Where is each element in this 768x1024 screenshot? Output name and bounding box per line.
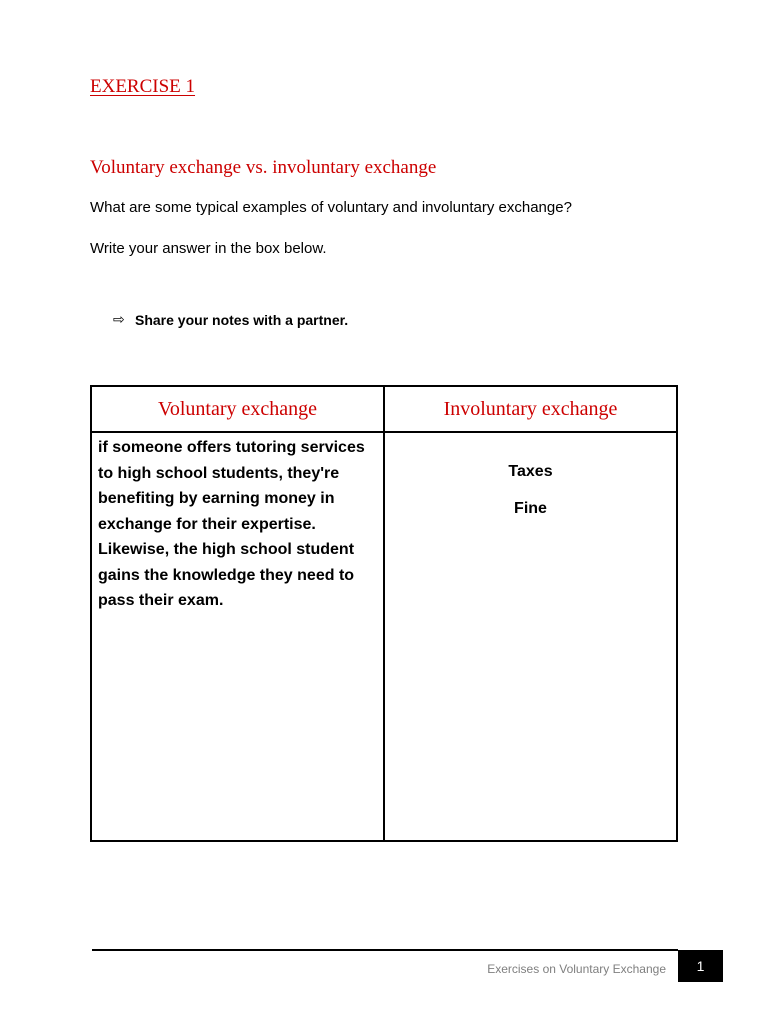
involuntary-item-taxes: Taxes: [508, 463, 553, 480]
voluntary-answer-cell[interactable]: [91, 432, 384, 841]
answer-table: [90, 385, 678, 842]
involuntary-item-fine: Fine: [514, 500, 547, 517]
page-number: 1: [678, 950, 723, 982]
question-text: What are some typical examples of voluntary and involuntary exchange?: [90, 199, 572, 216]
arrow-right-icon: ⇨: [113, 311, 125, 327]
exercise-heading: EXERCISE 1: [90, 76, 196, 97]
instruction-text: Write your answer in the box below.: [90, 240, 327, 257]
share-note-text: Share your notes with a partner.: [135, 311, 349, 328]
header-involuntary-exchange: Involuntary exchange: [384, 386, 677, 432]
involuntary-answer-cell[interactable]: [384, 432, 677, 841]
footer-divider: [92, 949, 678, 951]
footer-title: Exercises on Voluntary Exchange: [487, 962, 666, 976]
table-header-row: [91, 386, 677, 432]
table-row: [91, 432, 677, 841]
voluntary-answer-text: if someone offers tutoring services to high school students, they're benefiting by earning money in exchange for their expertise. Likewise, the high school student gains the knowledge they need to pass their exam.: [98, 439, 365, 609]
share-note: [113, 311, 348, 328]
section-title: Voluntary exchange vs. involuntary exchange: [90, 157, 437, 178]
header-voluntary-exchange: Voluntary exchange: [91, 386, 384, 432]
